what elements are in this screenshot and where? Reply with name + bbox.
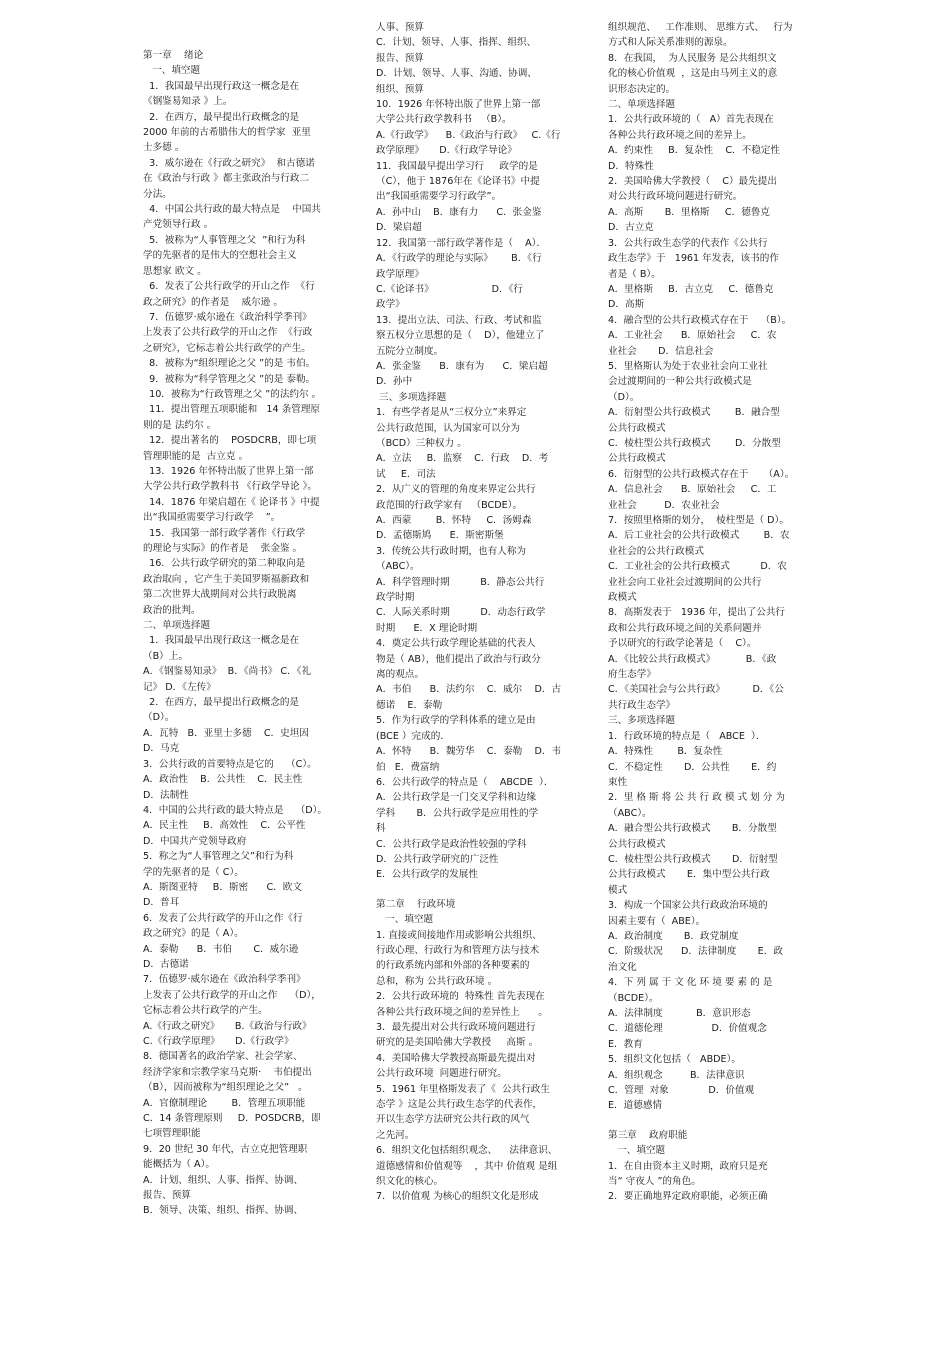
text-line: 学科 B．公共行政学是应用性的学 (376, 807, 539, 819)
text-line: 政之研究》的是（ A）。 (143, 928, 244, 940)
text-line: 第三章 政府职能 (608, 1129, 688, 1141)
text-line: 识形态决定的。 (608, 83, 676, 95)
text-line: C．道德伦理 D．价值观念 (608, 1023, 767, 1035)
text-line: 6．发表了公共行政学的开山之作 《行 (143, 281, 315, 293)
text-line: A．《钢鉴易知录》 B．《尚书》 C．《礼 (143, 666, 312, 678)
text-line: 12．提出著名的 POSDCRB，即七项 (143, 435, 317, 447)
text-line: A．融合型公共行政模式 B．分散型 (608, 823, 777, 835)
text-line: 人事、预算 (376, 22, 424, 33)
text-line: 2．从广义的管理的角度来界定公共行 (376, 484, 536, 496)
text-line: D．孙中 (376, 376, 413, 388)
text-line: 研究的是美国哈佛大学教授 高斯 。 (376, 1037, 539, 1049)
text-line: A．官僚制理论 B．管理五项职能 (143, 1097, 306, 1109)
text-line: 10．被称为“行政管理之父 ”的法约尔 。 (143, 388, 322, 400)
text-line: C．人际关系时期 D．动态行政学 (376, 607, 546, 619)
text-line: 2．在西方，最早提出行政概念的是 (143, 111, 300, 123)
text-line: 7．伍德罗·威尔逊在《政治科学季刊》 (143, 311, 312, 323)
text-line: 8．德国著名的政治学家、社会学家、 (143, 1051, 303, 1063)
text-line: A．西蒙 B．怀特 C．汤姆森 (376, 515, 532, 526)
text-line: 因素主要有（ ABE）。 (608, 915, 706, 927)
text-line: D．中国共产党领导政府 (143, 835, 247, 847)
text-line: 6．发表了公共行政学的开山之作《行 (143, 912, 303, 924)
text-line: C．计划、领导、人事、指挥、组织、 (376, 37, 537, 49)
text-line: 4．中国公共行政的最大特点是 中国共 (143, 204, 321, 216)
text-line: 1．公共行政环境的（ A）首先表现在 (608, 114, 774, 126)
text-line: A．里格斯 B．古立克 C．德鲁克 (608, 283, 774, 295)
text-line: D．古德诺 (143, 958, 189, 970)
text-line: A．计划、组织、人事、指挥、协调、 (143, 1174, 304, 1186)
text-line: 化的核心价值观 ，这是由马列主义的意 (608, 68, 778, 80)
text-line: 政之研究》的作者是 威尔逊 。 (143, 296, 283, 308)
text-line: 之研究》，它标志着公共行政学的产生。 (143, 342, 311, 354)
text-line: 德诺 E．泰勒 (376, 699, 443, 711)
text-line: C.《行政学原理》 D.《行政学》 (143, 1036, 294, 1047)
text-line: 科 (376, 823, 386, 835)
text-line: 三、多项选择题 (376, 391, 447, 403)
text-line: A．《比较公共行政模式》 B．《政 (608, 653, 777, 665)
text-line: C．棱柱型公共行政模式 D．分散型 (608, 437, 781, 449)
text-line: 上发表了公共行政学的开山之作 （D）， (143, 989, 321, 1001)
text-line: 离的观点。 (376, 669, 424, 681)
text-line: 16．公共行政学研究的第二种取向是 (143, 558, 306, 570)
text-line: 5．组织文化包括（ ABDE）。 (608, 1054, 741, 1066)
text-line: 政学原理》 (376, 268, 424, 280)
text-line: 3．威尔逊在《行政之研究》 和古德诺 (143, 157, 315, 169)
text-line (608, 1114, 810, 1128)
text-line: （ABC）。 (376, 561, 420, 573)
text-line: 3．最先提出对公共行政环境问题进行 (376, 1022, 536, 1033)
text-line: 7．以价值观 为核心的组织文化是形成 (376, 1191, 539, 1203)
text-line: 4．融合型的公共行政模式存在于 （B）。 (608, 314, 792, 326)
text-line: 第二次世界大战期间对公共行政脱离 (143, 589, 297, 601)
text-line: E．公共行政学的发展性 (376, 869, 478, 881)
text-line: （C），他于 1876年在《论译书》中提 (376, 176, 540, 188)
text-line: 业社会的公共行政模式 (608, 545, 704, 557)
text-line: 报告、预算 (143, 1190, 191, 1202)
text-line: A．泰勒 B．韦伯 C．威尔逊 (143, 943, 299, 955)
text-line: 府生态学》 (608, 669, 656, 681)
text-column-3 (608, 20, 810, 1205)
text-line: 政和公共行政环境之间的关系问题并 (608, 622, 762, 634)
text-line: 15．我国第一部行政学著作《行政学 (143, 527, 306, 539)
text-line: 二、单项选择题 (608, 99, 676, 111)
text-line: C．公共行政学是政治性较强的学科 (376, 838, 527, 850)
text-line: 时期 E．X 理论时期 (376, 622, 478, 634)
text-line: 出“我国亟需要学习行政学 ”。 (143, 512, 281, 524)
text-line: A．政治性 B．公共性 C．民主性 (143, 774, 303, 786)
text-line: 物是（ AB），他们提出了政治与行政分 (376, 653, 541, 665)
text-line: 产党领导行政 。 (143, 219, 214, 231)
text-line: 道德感情和价值观等 ，其中 价值观 是组 (376, 1160, 558, 1172)
text-line: (BCE ）完成的． (376, 730, 450, 742)
text-line: 出“我国亟需要学习行政学”。 (376, 191, 502, 203)
text-line: 13．1926 年怀特出版了世界上第一部 (143, 465, 314, 477)
text-line: A．后工业社会的公共行政模式 B．农 (608, 530, 790, 542)
text-line: 二、单项选择题 (143, 620, 211, 632)
text-line: C．《美国社会与公共行政》 D．《公 (608, 684, 784, 696)
text-line: 6．公共行政学的特点是（ ABCDE ）． (376, 776, 554, 788)
text-line: （BCD）三种权力 。 (376, 437, 467, 449)
text-line: 第一章 绪论 (143, 50, 204, 61)
text-line: 3．传统公共行政时期，也有人称为 (376, 545, 527, 557)
text-line: 之先河。 (376, 1129, 415, 1141)
text-line: 政模式 (608, 592, 637, 604)
text-line: D．孟德斯鸠 E．斯密斯堡 (376, 530, 504, 542)
text-line: 1．行政环境的特点是（ ABCE ）． (608, 730, 766, 742)
text-line: 组织、预算 (376, 83, 424, 95)
text-line: A．信息社会 B．原始社会 C．工 (608, 484, 777, 496)
text-line: D．普耳 (143, 897, 180, 909)
text-line: A．组织观念 B．法律意识 (608, 1069, 745, 1081)
text-line: 2．美国哈佛大学教授（ C）最先提出 (608, 176, 777, 188)
text-line: 5．称之为“人事管理之父”和行为科 (143, 851, 294, 863)
text-line: 公共行政范围，认为国家可以分为 (376, 422, 520, 434)
text-line: 3．构成一个国家公共行政政治环境的 (608, 900, 768, 912)
text-line: 1．在自由资本主义时期，政府只是充 (608, 1160, 768, 1172)
text-line: 4．中国的公共行政的最大特点是 （D）。 (143, 804, 327, 816)
text-column-1 (143, 20, 345, 1219)
text-line: （ABC）。 (608, 807, 652, 819)
text-line: 学的先驱者的是（ C）。 (143, 866, 244, 878)
text-line: 2．公共行政环境的 特殊性 首先表现在 (376, 991, 545, 1003)
text-line: A．科学管理时期 B．静态公共行 (376, 576, 545, 588)
text-line: E．道德感情 (608, 1100, 663, 1112)
text-line: 五院分立制度。 (376, 345, 444, 357)
text-line: 政治的批判。 (143, 604, 201, 616)
text-line: C.《论译书》 D．《行 (376, 283, 524, 295)
text-line: 记》 D．《左传》 (143, 681, 216, 693)
text-line: 9．被称为“科学管理之父 ”的是 泰勒。 (143, 373, 316, 385)
text-line: 予以研究的行政学论著是（ C）。 (608, 638, 757, 650)
text-line: 政学原理》 D.《行政学导论》 (376, 145, 517, 157)
text-line: A．怀特 B．魏劳华 C．泰勒 D．韦 (376, 746, 562, 758)
text-line: 8．被称为“组织理论之父 ”的是 韦伯。 (143, 358, 316, 370)
text-line: 业社会 D．信息社会 (608, 345, 714, 357)
text-line: A．《行政学的理论与实际》 B．《行 (376, 253, 542, 265)
text-line: 试 E．司法 (376, 468, 436, 480)
text-line: 行政心理、行政行为和管理方法与技术 (376, 944, 540, 956)
text-line: D．计划、领导、人事、沟通、协调、 (376, 68, 537, 80)
text-line: 一、填空题 (608, 1145, 666, 1157)
text-line (143, 20, 345, 34)
text-line: 1. 直接或间接地作用或影响公共组织、 (376, 929, 542, 941)
text-line: 7．伍德罗·威尔逊在《政治科学季刊》 (143, 974, 306, 986)
text-line: 1．我国最早出现行政这一概念是在 (143, 80, 300, 92)
text-line: 5．1961 年里格斯发表了《 公共行政生 (376, 1083, 550, 1095)
text-line: 政范围的行政学家有 （BCDE）。 (376, 499, 523, 511)
text-line: D．古立克 (608, 222, 654, 234)
text-line: 7．按照里格斯的划分， 棱柱型是（ D）。 (608, 515, 789, 526)
text-line: A.《行政学》 B.《政治与行政》 C.《行 (376, 129, 561, 141)
text-line: （D）。 (143, 712, 175, 724)
text-line: 3．公共行政的首要特点是它的 （C）。 (143, 758, 317, 770)
text-column-2 (376, 20, 578, 1205)
text-line: D．梁启超 (376, 222, 422, 234)
text-line: 8．在我国， 为人民服务 是公共组织文 (608, 52, 777, 64)
text-line: 4．奠定公共行政学理论基础的代表人 (376, 638, 536, 650)
text-line: 三、多项选择题 (608, 715, 676, 727)
text-line: 政生态学》于 1961 年发表，该书的作 (608, 253, 779, 265)
text-line: （D）。 (608, 391, 640, 403)
text-line: （B）上。 (143, 650, 188, 662)
text-line: 分法。 (143, 188, 172, 200)
text-line: C．不稳定性 D．公共性 E．约 (608, 761, 777, 773)
text-line: A．政治制度 B．政党制度 (608, 930, 739, 942)
text-line: C．工业社会的公共行政模式 D．农 (608, 561, 787, 573)
text-line: 公共行政环境 问题进行研究。 (376, 1068, 507, 1080)
text-line: 能概括为（ A）。 (143, 1159, 215, 1171)
text-line: 14．1876 年梁启超在《 论译书 》中提 (143, 496, 320, 508)
text-line: A．法律制度 B．意识形态 (608, 1008, 751, 1019)
text-line: 2．要正确地界定政府职能，必须正确 (608, 1191, 768, 1203)
text-line: 公共行政模式 (608, 422, 666, 434)
text-line: 它标志着公共行政学的产生。 (143, 1005, 268, 1017)
text-line: 《钢鉴易知录 》上。 (143, 96, 233, 108)
text-line: A.《行政之研究》 B.《政治与行政》 (143, 1020, 312, 1032)
text-line: 3．公共行政生态学的代表作《公共行 (608, 237, 768, 249)
text-line: 公共行政模式 E．集中型公共行政 (608, 869, 770, 881)
text-line: 公共行政模式 (608, 838, 666, 850)
text-line: A．公共行政学是一门交叉学科和边缘 (376, 792, 537, 804)
text-line: 的行政系统内部和外部的各种要素的 (376, 960, 530, 972)
text-line: 大学公共行政学教科书 《行政学导论 》。 (143, 481, 317, 493)
text-line: 士多德 。 (143, 142, 185, 154)
text-line: 2．在西方，最早提出行政概念的是 (143, 697, 300, 709)
text-line: 大学公共行政学教科书 （B）。 (376, 114, 512, 126)
text-line: 10．1926 年怀特出版了世界上第一部 (376, 99, 541, 111)
text-line: 9．20 世纪 30 年代，古立克把管理职 (143, 1143, 308, 1155)
text-line: C．棱柱型公共行政模式 D．衍射型 (608, 853, 778, 865)
text-line: A．工业社会 B．原始社会 C．农 (608, 330, 777, 342)
text-line: 治文化 (608, 961, 637, 973)
text-line: 方式和人际关系准则的源泉。 (608, 37, 733, 49)
text-line: 业社会 D．农业社会 (608, 499, 720, 511)
text-line: 4．美国哈佛大学教授高斯最先提出对 (376, 1052, 536, 1064)
text-line: 5．作为行政学的学科体系的建立是由 (376, 715, 536, 727)
text-line: A．民主性 B．高效性 C．公平性 (143, 820, 306, 832)
text-line: 6．组织文化包括组织观念、 法律意识、 (376, 1145, 558, 1157)
text-line: 6．衍射型的公共行政模式存在于 （A）。 (608, 468, 795, 480)
text-line: （BCDE）。 (608, 992, 659, 1004)
text-line: 开以生态学方法研究公共行政的风气 (376, 1114, 530, 1126)
text-line: 1．我国最早出现行政这一概念是在 (143, 635, 300, 647)
text-line: 1．有些学者是从“三权分立”来界定 (376, 407, 527, 419)
text-line: 在《政治与行政 》都主张政治与行政二 (143, 173, 310, 185)
text-line: （B），因而被称为“组织理论之父” 。 (143, 1082, 308, 1094)
text-line: E．教育 (608, 1038, 643, 1050)
text-line: 各种公共行政环境之间的差异上。 (608, 129, 752, 141)
text-line: 学的先驱者的是伟大的空想社会主义 (143, 250, 297, 262)
text-line: 伯 E．费富纳 (376, 761, 440, 773)
text-line: 13．提出立法、司法、行政、考试和监 (376, 314, 542, 326)
text-line: 2．里 格 斯 将 公 共 行 政 模 式 划 分 为 (608, 792, 786, 804)
text-line: A．高斯 B．里格斯 C．德鲁克 (608, 206, 770, 218)
text-line: A．约束性 B．复杂性 C．不稳定性 (608, 145, 781, 157)
text-line: D．马克 (143, 743, 180, 755)
text-line: A．斯图亚特 B．斯密 C．欧文 (143, 881, 302, 893)
text-line: 对公共行政环境问题进行研究。 (608, 191, 743, 203)
text-line: 当“ 守夜人 ”的角色。 (608, 1176, 701, 1188)
text-line: 报告、预算 (376, 52, 424, 64)
text-line: 的理论与实际》的作者是 张金鉴 。 (143, 543, 303, 554)
text-line: A．特殊性 B．复杂性 (608, 746, 723, 758)
text-line: 第二章 行政环境 (376, 898, 456, 910)
text-line: C．阶级状况 D．法律制度 E．政 (608, 946, 783, 958)
text-line: 经济学家和宗教学家马克斯· 韦伯提出 (143, 1066, 312, 1078)
text-line: 织文化的核心。 (376, 1176, 444, 1188)
text-line: 思想家 欧文 。 (143, 265, 207, 277)
text-line: 5．里格斯认为处于农业社会向工业社 (608, 360, 768, 372)
text-line: B．领导、决策、组织、指挥、协调、 (143, 1205, 304, 1217)
text-line (143, 34, 345, 48)
text-line: A．立法 B．监察 C．行政 D．考 (376, 453, 549, 465)
text-line: 2000 年前的古希腊伟大的哲学家 亚里 (143, 127, 311, 139)
text-line (376, 883, 578, 897)
text-line: 态学 》这是公共行政生态学的代表作， (376, 1099, 543, 1111)
text-line: A．瓦特 B．亚里士多德 C．史坦因 (143, 727, 309, 739)
text-line: 11．提出管理五项职能和 14 条管理原 (143, 404, 321, 416)
text-line: 束性 (608, 776, 628, 788)
text-line: C．管理 对象 D．价值观 (608, 1085, 755, 1097)
text-line: 12．我国第一部行政学著作是（ A）． (376, 237, 547, 249)
text-line: 察五权分立思想的是（ D），他建立了 (376, 330, 545, 342)
text-line: 5．被称为“人事管理之父 ”和行为科 (143, 234, 306, 246)
text-line: 上发表了公共行政学的开山之作 《行政 (143, 327, 313, 339)
text-line: 4．下 列 属 于 文 化 环 境 要 素 的 是 (608, 977, 773, 989)
text-line: D．法制性 (143, 789, 189, 801)
text-line: 政学时期 (376, 592, 415, 604)
text-line: D．特殊性 (608, 160, 654, 172)
text-line: 一、填空题 (143, 65, 201, 77)
text-line: 政治取向 ，它产生于美国罗斯福新政和 (143, 573, 310, 585)
text-line: 一、填空题 (376, 914, 434, 926)
text-line: 者是（ B）。 (608, 268, 661, 280)
text-line: A．韦伯 B．法约尔 C．威尔 D．古 (376, 684, 562, 696)
text-line: 管理职能的是 古立克 。 (143, 450, 249, 462)
text-line: A．衍射型公共行政模式 B．融合型 (608, 407, 780, 419)
text-line: D．高斯 (608, 299, 645, 311)
text-line: 共行政生态学》 (608, 699, 676, 711)
text-line: A．孙中山 B．康有力 C．张金鉴 (376, 206, 542, 218)
text-line: 组织规范、 工作准则、 思维方式、 行为 (608, 22, 793, 33)
text-line: 模式 (608, 884, 628, 896)
text-line: 七项管理职能 (143, 1128, 201, 1140)
text-line: 11．我国最早提出学习行 政学的是 (376, 160, 538, 172)
text-line: 政学》 (376, 299, 405, 311)
text-line: 业社会向工业社会过渡期间的公共行 (608, 576, 762, 588)
text-line: 各种公共行政环境之间的差异性上 。 (376, 1006, 548, 1018)
text-line: 公共行政模式 (608, 453, 666, 465)
text-line: 8．高斯发表于 1936 年，提出了公共行 (608, 607, 786, 619)
text-line: A．张金鉴 B．康有为 C．梁启超 (376, 360, 548, 372)
text-line: 则的是 法约尔 。 (143, 419, 217, 431)
text-line: C．14 条管理原则 D．POSDCRB，即 (143, 1113, 321, 1125)
text-line: D．公共行政学研究的广泛性 (376, 853, 499, 865)
text-line: 总和，称为 公共行政环境 。 (376, 975, 498, 987)
text-line: 会过渡期间的一种公共行政模式是 (608, 376, 752, 388)
